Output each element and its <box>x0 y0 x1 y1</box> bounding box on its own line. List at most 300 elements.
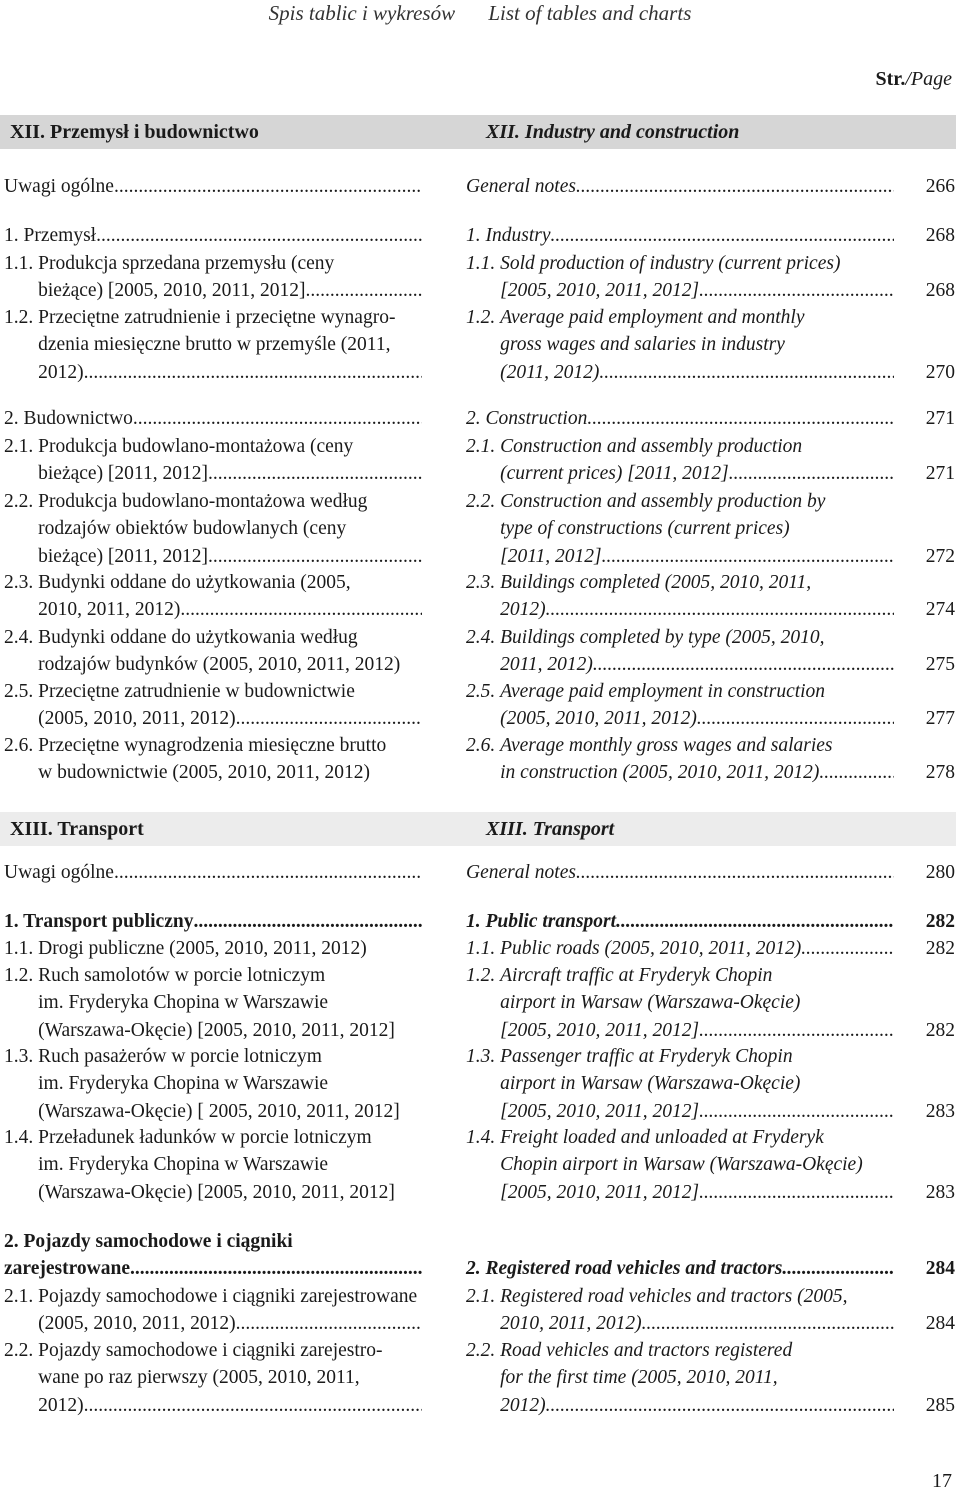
pl-entry-line <box>38 1364 422 1391</box>
en-entry-line <box>500 359 894 386</box>
pl-entry-text <box>4 908 422 935</box>
en-entry-line <box>500 1070 894 1097</box>
pl-entry <box>4 433 422 488</box>
pl-entry-body <box>4 222 422 249</box>
pl-entry-number: 2.1. <box>4 436 39 457</box>
pl-entry-line <box>38 962 422 989</box>
page-reference[interactable]: 280 <box>925 862 955 883</box>
pl-leader-dots <box>96 222 422 249</box>
page-reference[interactable]: 268 <box>925 280 955 302</box>
pl-entry-text <box>4 173 422 200</box>
pl-entry-text <box>38 569 422 624</box>
en-entry-line <box>500 543 894 570</box>
en-entry-line-text: Public roads (2005, 2010, 2011, 2012) <box>500 938 802 959</box>
pl-entry-text <box>4 859 422 886</box>
pl-entry-body <box>4 678 422 733</box>
pl-entry-body <box>4 859 422 886</box>
pl-entry <box>4 962 422 1044</box>
en-entry-line-text: General notes <box>466 862 576 883</box>
en-entry-line <box>500 759 894 786</box>
en-entry-line <box>500 935 894 962</box>
en-entry-line-text: Construction and assembly production by <box>500 491 826 512</box>
en-entry-text <box>466 1228 894 1283</box>
pl-entry-body <box>4 732 422 787</box>
pl-entry-line-text: Produkcja sprzedana przemysłu (ceny <box>38 253 335 274</box>
pl-entry-line <box>38 651 422 678</box>
pl-entry-line <box>38 277 422 304</box>
pl-entry-number: 1.4. <box>4 1127 39 1148</box>
pl-entry-text <box>38 1124 422 1206</box>
en-entry-number: 2.2. <box>466 1340 501 1361</box>
en-entry-line-text: Buildings completed (2005, 2010, 2011, <box>500 572 812 593</box>
pl-entry-text <box>4 405 422 432</box>
en-leader-dots <box>587 405 894 432</box>
en-entry-line <box>500 515 894 542</box>
pl-entry-line-text: Przeładunek ładunków w porcie lotniczym <box>38 1127 372 1148</box>
pl-entry-line <box>38 1337 422 1364</box>
en-entry-number: 1.4. <box>466 1127 501 1148</box>
pl-leader-dots <box>84 359 422 386</box>
pl-entry-line-text: Produkcja budowlano-montażowa według <box>38 491 368 512</box>
section-header <box>0 812 956 846</box>
pl-entry-body <box>4 1228 422 1283</box>
pl-entry-line <box>4 405 422 432</box>
page-reference[interactable]: 283 <box>925 1100 955 1122</box>
pl-entry-body <box>4 1337 422 1419</box>
en-leader-dots <box>699 277 894 304</box>
pl-entry-line-text: 2012) <box>38 1394 84 1416</box>
pl-entry <box>4 624 422 679</box>
en-entry-text <box>466 222 894 249</box>
en-entry <box>466 1228 894 1283</box>
pl-entry-line-text: 2. Budownictwo <box>4 408 133 429</box>
pl-entry-text <box>4 222 422 249</box>
pl-entry <box>4 250 422 305</box>
en-entry-number: 1.1. <box>466 938 501 959</box>
en-entry-line-text: [2011, 2012] <box>500 545 602 567</box>
en-entry <box>466 1124 894 1206</box>
pl-entry-number: 2.2. <box>4 1340 39 1361</box>
en-entry-number: 2.2. <box>466 491 501 512</box>
pl-entry-line-text: Uwagi ogólne <box>4 862 114 883</box>
pl-entry-number: 2.1. <box>4 1286 39 1307</box>
en-entry <box>466 250 894 305</box>
en-entry-body <box>466 1283 894 1338</box>
en-entry-line-text: 1. Industry <box>466 225 551 246</box>
pl-entry-line-text: zarejestrowane <box>4 1258 130 1280</box>
pl-leader-dots <box>84 1392 422 1419</box>
pl-entry-line <box>38 759 422 786</box>
header-title-pl: Spis tablic i wykresów <box>268 1 456 25</box>
en-entry <box>466 405 894 432</box>
pl-entry-line-text: rodzajów budynków (2005, 2010, 2011, 2012) <box>38 654 401 676</box>
pl-entry-body <box>4 250 422 305</box>
pl-entry-text <box>38 1337 422 1419</box>
pl-entry-text <box>38 1043 422 1125</box>
en-entry-text <box>466 173 894 200</box>
pl-entry-body <box>4 173 422 200</box>
en-entry-line-text: airport in Warsaw (Warszawa-Okęcie) <box>500 1073 801 1095</box>
pl-entry-number: 2.3. <box>4 572 39 593</box>
en-entry-body <box>466 304 894 386</box>
page-reference[interactable]: 283 <box>925 1181 955 1203</box>
en-entry-line-text: Chopin airport in Warsaw (Warszawa-Okęcie) <box>500 1154 863 1176</box>
en-leader-dots <box>599 359 894 386</box>
pl-entry-text <box>38 624 422 679</box>
pl-entry <box>4 569 422 624</box>
pl-entry-line <box>38 705 422 732</box>
pl-leader-dots <box>114 859 422 886</box>
pl-entry-line-text: Przeciętne wynagrodzenia miesięczne brutto <box>38 735 387 756</box>
pl-entry-line <box>38 488 422 515</box>
en-entry-line <box>500 1283 894 1310</box>
pl-entry-line <box>38 1043 422 1070</box>
pl-leader-dots <box>236 1310 422 1337</box>
page-reference[interactable]: 275 <box>925 654 955 676</box>
en-entry-line <box>500 989 894 1016</box>
en-entry-line-text: 2. Registered road vehicles and tractors <box>466 1258 783 1280</box>
pl-entry-line-text: w budownictwie (2005, 2010, 2011, 2012) <box>38 762 370 784</box>
en-entry-line-text: 2. Construction <box>466 408 588 429</box>
pl-entry-text <box>38 1283 422 1338</box>
en-entry-body <box>466 173 894 200</box>
pl-entry-body <box>4 1124 422 1206</box>
en-entry-line <box>500 1043 894 1070</box>
pl-leader-dots <box>208 460 422 487</box>
en-entry <box>466 1283 894 1338</box>
en-leader-dots <box>819 759 894 786</box>
pl-entry-line <box>38 1124 422 1151</box>
pl-entry-line <box>38 515 422 542</box>
en-entry-body <box>466 569 894 624</box>
pl-entry-line <box>4 1228 422 1255</box>
page-number: 17 <box>932 1470 952 1492</box>
en-leader-dots <box>801 935 894 962</box>
pl-entry <box>4 1043 422 1125</box>
pl-entry-line <box>38 433 422 460</box>
pl-entry-line-text: Przeciętne zatrudnienie w budownictwie <box>38 681 355 702</box>
en-entry <box>466 962 894 1044</box>
en-entry-line-text: airport in Warsaw (Warszawa-Okęcie) <box>500 992 801 1014</box>
en-entry-line-text: Construction and assembly production <box>500 436 803 457</box>
en-leader-dots <box>642 1310 894 1337</box>
page-reference[interactable]: 284 <box>925 1258 955 1280</box>
pl-entry-line-text: im. Fryderyka Chopina w Warszawie <box>38 992 329 1014</box>
page-reference[interactable]: 282 <box>925 938 955 959</box>
en-entry-line <box>500 331 894 358</box>
en-entry-body <box>466 1124 894 1206</box>
page-reference[interactable]: 266 <box>925 176 955 197</box>
pl-entry-line-text: bieżące) [2005, 2010, 2011, 2012] <box>38 280 306 302</box>
en-entry-line-text <box>466 1228 471 1255</box>
en-entry-text <box>500 962 894 1044</box>
en-entry-body <box>466 488 894 570</box>
pl-entry-body <box>4 1283 422 1338</box>
en-entry-body <box>466 1337 894 1419</box>
en-entry <box>466 173 894 200</box>
en-entry-number: 2.6. <box>466 735 501 756</box>
en-entry-body <box>466 250 894 305</box>
en-entry-line <box>500 678 894 705</box>
running-header <box>0 0 960 28</box>
en-entry-line-text: 2011, 2012) <box>500 654 593 676</box>
pl-entry-line <box>38 304 422 331</box>
pl-entry-number: 2.5. <box>4 681 39 702</box>
en-entry-line <box>466 1255 894 1282</box>
page-reference[interactable]: 282 <box>925 1019 955 1041</box>
page-reference[interactable]: 277 <box>925 708 955 730</box>
pl-entry-body <box>4 405 422 432</box>
pl-entry-line <box>38 1017 422 1044</box>
en-entry-line-text: [2005, 2010, 2011, 2012] <box>500 1019 700 1041</box>
page-reference[interactable]: 274 <box>925 599 955 621</box>
page-reference[interactable]: 270 <box>925 361 955 383</box>
en-entry-line <box>466 173 894 200</box>
pl-entry-line <box>38 1392 422 1419</box>
pl-entry-line-text: (Warszawa-Okęcie) [2005, 2010, 2011, 2012] <box>38 1181 395 1203</box>
pl-entry-text <box>4 1228 422 1283</box>
pl-entry-line-text: rodzajów obiektów budowlanych (ceny <box>38 518 347 540</box>
pl-entry <box>4 732 422 787</box>
en-entry-line-text: Average paid employment and monthly <box>500 307 805 328</box>
en-entry <box>466 678 894 733</box>
section-header <box>0 115 956 149</box>
en-entry-line <box>466 859 894 886</box>
en-entry-line-text: 2010, 2011, 2012) <box>500 1313 642 1335</box>
en-entry-line-text: Road vehicles and tractors registered <box>500 1340 793 1361</box>
en-leader-dots <box>782 1255 894 1282</box>
pl-entry <box>4 678 422 733</box>
en-leader-dots <box>699 1098 894 1125</box>
en-leader-dots <box>699 1179 894 1206</box>
pl-entry-line-text: (2005, 2010, 2011, 2012) <box>38 708 236 730</box>
en-entry-number: 2.1. <box>466 436 501 457</box>
pl-entry <box>4 1228 422 1283</box>
pl-entry-text <box>38 962 422 1044</box>
pl-entry-line-text: (2005, 2010, 2011, 2012) <box>38 1313 236 1335</box>
pl-entry <box>4 1337 422 1419</box>
en-entry-line <box>466 405 894 432</box>
pl-leader-dots <box>114 173 422 200</box>
en-entry-text <box>466 908 894 935</box>
en-entry-line <box>500 277 894 304</box>
en-entry-line-text: 2012) <box>500 1394 546 1416</box>
en-entry-line <box>500 1337 894 1364</box>
en-entry-line <box>466 222 894 249</box>
en-entry-line <box>500 304 894 331</box>
page-reference[interactable]: 268 <box>925 225 955 246</box>
en-entry-line <box>500 488 894 515</box>
en-entry-number: 1.2. <box>466 965 501 986</box>
en-entry-text <box>500 1124 894 1206</box>
en-entry-line-text: Average paid employment in construction <box>500 681 826 702</box>
pl-entry-line-text: Drogi publiczne (2005, 2010, 2011, 2012) <box>38 938 367 959</box>
en-entry-line <box>500 732 894 759</box>
page-reference[interactable]: 271 <box>925 408 955 429</box>
en-entry-line <box>500 1179 894 1206</box>
en-entry-text <box>500 250 894 305</box>
en-entry-number: 2.4. <box>466 627 501 648</box>
en-leader-dots <box>616 908 894 935</box>
pl-leader-dots <box>180 596 422 623</box>
pl-leader-dots <box>305 277 422 304</box>
pl-entry-line <box>38 359 422 386</box>
pl-entry-line <box>4 1255 422 1282</box>
pl-entry <box>4 488 422 570</box>
pl-entry-line-text: Budynki oddane do użytkowania według <box>38 627 358 648</box>
pl-entry-number: 1.2. <box>4 307 39 328</box>
en-entry <box>466 304 894 386</box>
en-entry-line-text: [2005, 2010, 2011, 2012] <box>500 1181 700 1203</box>
pl-entry-body <box>4 488 422 570</box>
en-entry-body <box>466 433 894 488</box>
en-entry-body <box>466 1043 894 1125</box>
pl-entry <box>4 935 422 962</box>
pl-leader-dots <box>208 543 422 570</box>
en-entry-text <box>466 859 894 886</box>
pl-leader-dots <box>130 1255 422 1282</box>
page-column-label <box>876 66 952 92</box>
pl-entry <box>4 859 422 886</box>
en-entry <box>466 908 894 935</box>
pl-entry-number: 1.2. <box>4 965 39 986</box>
pl-entry-body <box>4 935 422 962</box>
en-entry-number: 2.1. <box>466 1286 501 1307</box>
pl-entry-line <box>38 460 422 487</box>
en-leader-dots <box>576 173 894 200</box>
pl-entry-line <box>38 569 422 596</box>
pl-entry <box>4 405 422 432</box>
en-leader-dots <box>729 460 894 487</box>
pl-entry-line <box>38 1310 422 1337</box>
page-reference[interactable]: 285 <box>925 1394 955 1416</box>
en-entry-line <box>500 1310 894 1337</box>
pl-leader-dots <box>193 908 422 935</box>
page-reference[interactable]: 282 <box>925 911 955 932</box>
en-entry-body <box>466 405 894 432</box>
en-entry-line-text: for the first time (2005, 2010, 2011, <box>500 1367 778 1389</box>
en-entry-line-text: in construction (2005, 2010, 2011, 2012) <box>500 762 820 784</box>
en-entry-line <box>500 962 894 989</box>
pl-entry-line <box>38 1179 422 1206</box>
pl-entry-number: 1.1. <box>4 938 39 959</box>
section-title-pl: XIII. Transport <box>10 818 144 840</box>
en-entry-line <box>500 1364 894 1391</box>
en-entry <box>466 1337 894 1419</box>
pl-entry-body <box>4 1043 422 1125</box>
en-entry-text <box>500 935 894 962</box>
pl-entry-body <box>4 908 422 935</box>
pl-entry-line <box>38 596 422 623</box>
en-entry-line-text: (2005, 2010, 2011, 2012) <box>500 708 697 730</box>
en-entry <box>466 222 894 249</box>
pl-entry-line-text: Budynki oddane do użytkowania (2005, <box>38 572 351 593</box>
en-entry-line-text: Buildings completed by type (2005, 2010, <box>500 627 825 648</box>
en-entry-line-text: type of constructions (current prices) <box>500 518 790 540</box>
pl-entry-line-text: Produkcja budowlano-montażowa (ceny <box>38 436 354 457</box>
en-entry-line-text: 1. Public transport <box>466 911 617 932</box>
pl-entry-line-text: 1. Przemysł <box>4 225 97 246</box>
en-entry-line <box>500 569 894 596</box>
en-entry-number: 1.1. <box>466 253 501 274</box>
en-entry-text <box>500 433 894 488</box>
pl-entry-line <box>38 1151 422 1178</box>
en-entry-line-text: [2005, 2010, 2011, 2012] <box>500 280 700 302</box>
pl-entry-line <box>38 1283 422 1310</box>
en-leader-dots <box>551 222 895 249</box>
en-entry-line <box>500 433 894 460</box>
pl-entry-text <box>38 304 422 386</box>
page-reference[interactable]: 284 <box>925 1313 955 1335</box>
en-entry-line-text: Average monthly gross wages and salaries <box>500 735 833 756</box>
en-entry-text <box>500 1337 894 1419</box>
pl-entry-body <box>4 962 422 1044</box>
pl-entry-line-text: (Warszawa-Okęcie) [ 2005, 2010, 2011, 2012] <box>38 1100 400 1122</box>
pl-entry-line-text: Uwagi ogólne <box>4 176 114 197</box>
pl-entry-text <box>38 935 422 962</box>
pl-entry-number: 2.4. <box>4 627 39 648</box>
en-entry-text <box>500 569 894 624</box>
en-entry-body <box>466 1228 894 1283</box>
pl-entry-line-text: (Warszawa-Okęcie) [2005, 2010, 2011, 2012] <box>38 1019 395 1041</box>
en-entry-text <box>500 304 894 386</box>
en-entry-number: 1.2. <box>466 307 501 328</box>
pl-entry-line-text: bieżące) [2011, 2012] <box>38 463 208 485</box>
pl-entry-line <box>4 908 422 935</box>
en-entry-line <box>500 705 894 732</box>
pl-entry-line <box>38 732 422 759</box>
en-entry <box>466 859 894 886</box>
pl-entry-line-text: Przeciętne zatrudnienie i przeciętne wynagro- <box>38 307 396 328</box>
en-entry-text <box>500 624 894 679</box>
en-entry-line-text: Freight loaded and unloaded at Fryderyk <box>500 1127 824 1148</box>
pl-entry-line-text: Pojazdy samochodowe i ciągniki zarejestrowane <box>38 1286 418 1307</box>
en-leader-dots <box>602 543 894 570</box>
pl-entry-body <box>4 433 422 488</box>
en-entry-body <box>466 935 894 962</box>
page-reference[interactable]: 272 <box>925 545 955 567</box>
en-entry-line-text: [2005, 2010, 2011, 2012] <box>500 1100 700 1122</box>
pl-entry-text <box>38 678 422 733</box>
en-entry-line <box>500 1151 894 1178</box>
en-entry-body <box>466 962 894 1044</box>
en-entry-body <box>466 908 894 935</box>
en-entry <box>466 488 894 570</box>
page-reference[interactable]: 278 <box>925 762 955 784</box>
en-entry <box>466 1043 894 1125</box>
page-column-label-en: /Page <box>905 68 952 90</box>
page-reference[interactable]: 271 <box>925 463 955 485</box>
en-entry-number: 1.3. <box>466 1046 501 1067</box>
pl-entry <box>4 1283 422 1338</box>
en-entry-line <box>466 908 894 935</box>
en-entry-line <box>466 1228 894 1255</box>
en-entry <box>466 935 894 962</box>
en-entry-text <box>500 488 894 570</box>
pl-entry-line <box>38 250 422 277</box>
pl-entry-line <box>38 989 422 1016</box>
en-entry <box>466 624 894 679</box>
pl-entry-number: 1.1. <box>4 253 39 274</box>
pl-entry-line-text: im. Fryderyka Chopina w Warszawie <box>38 1073 329 1095</box>
pl-entry <box>4 222 422 249</box>
pl-entry-body <box>4 569 422 624</box>
pl-entry-line <box>4 173 422 200</box>
pl-entry-line-text: Pojazdy samochodowe i ciągniki zarejestro- <box>38 1340 383 1361</box>
pl-entry-number: 1.3. <box>4 1046 39 1067</box>
en-entry-line <box>500 1017 894 1044</box>
en-entry-text <box>500 1283 894 1338</box>
